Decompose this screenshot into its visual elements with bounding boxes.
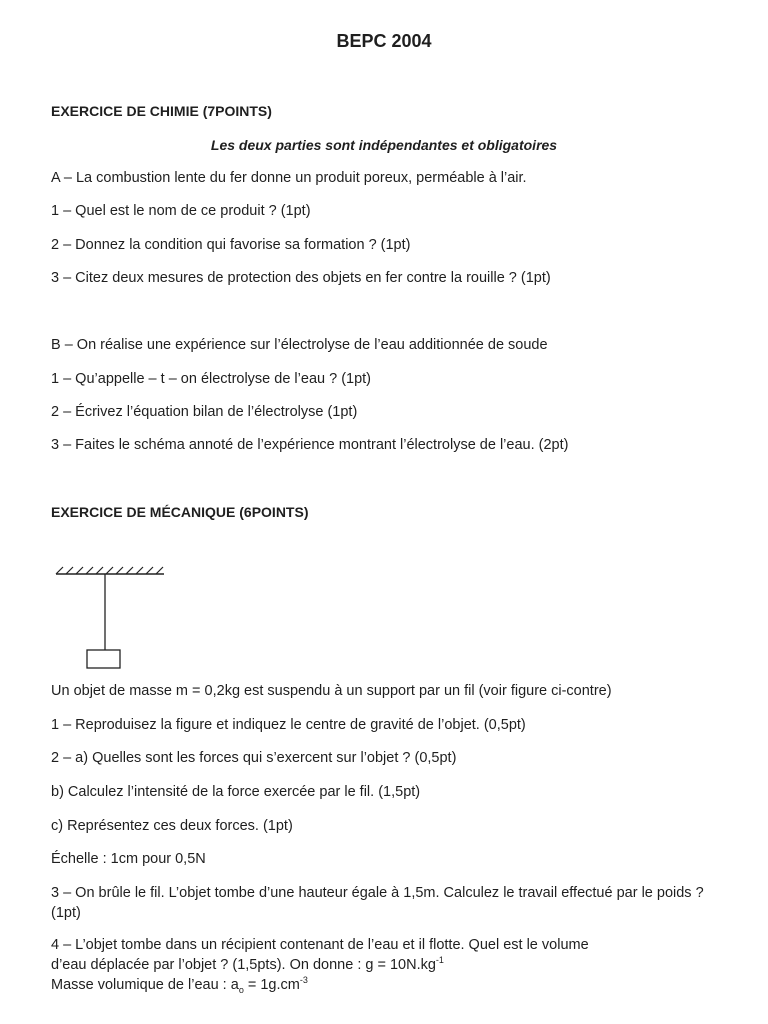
mecanique-heading: EXERCICE DE MÉCANIQUE (6POINTS) — [51, 504, 309, 520]
chimie-a-q2: 2 – Donnez la condition qui favorise sa formation ? (1pt) — [51, 237, 411, 253]
mecanique-q4-line2 — [51, 957, 444, 973]
page-title: BEPC 2004 — [336, 31, 432, 51]
chimie-a-q3: 3 – Citez deux mesures de protection des objets en fer contre la rouille ? (1pt) — [51, 270, 551, 286]
q4-line3-subscript: o — [238, 984, 244, 995]
chimie-subtitle: Les deux parties sont indépendantes et obligatoires — [210, 137, 558, 153]
mecanique-scale: Échelle : 1cm pour 0,5N — [51, 851, 206, 867]
mecanique-q4-line3 — [51, 977, 308, 993]
chimie-a-intro: A – La combustion lente du fer donne un produit poreux, perméable à l’air. — [51, 170, 527, 186]
mass-block — [87, 650, 120, 668]
mecanique-q4-line1: 4 – L’objet tombe dans un récipient contenant de l’eau et il flotte. Quel est le volume — [51, 937, 589, 953]
chimie-heading: EXERCICE DE CHIMIE (7POINTS) — [51, 103, 272, 119]
mecanique-q3: 3 – On brûle le fil. L’objet tombe d’une hauteur égale à 1,5m. Calculez le travail effectué par le poids ? (1pt) — [51, 885, 704, 921]
q4-line3-text: Masse volumique de l’eau : a — [51, 977, 239, 993]
q4-line3-value: = 1g.cm — [243, 977, 300, 993]
chimie-b-q1: 1 – Qu’appelle – t – on électrolyse de l’eau ? (1pt) — [51, 371, 372, 387]
q4-line2-text: d’eau déplacée par l’objet ? (1,5pts). On donne : g = 10N.kg — [51, 957, 436, 973]
mecanique-intro: Un objet de masse m = 0,2kg est suspendu à un support par un fil (voir figure ci-contre) — [51, 683, 612, 699]
mecanique-q2a: 2 – a) Quelles sont les forces qui s’exercent sur l’objet ? (0,5pt) — [51, 750, 457, 766]
q4-line2-exponent: -1 — [435, 955, 444, 966]
suspended-mass-figure — [52, 566, 168, 672]
chimie-a-q1: 1 – Quel est le nom de ce produit ? (1pt) — [51, 203, 311, 219]
mecanique-q2b: b) Calculez l’intensité de la force exercée par le fil. (1,5pt) — [51, 784, 421, 800]
chimie-b-q2: 2 – Écrivez l’équation bilan de l’électrolyse (1pt) — [51, 404, 358, 420]
mecanique-q1: 1 – Reproduisez la figure et indiquez le centre de gravité de l’objet. (0,5pt) — [51, 717, 526, 733]
q4-line3-exponent: -3 — [299, 975, 308, 986]
chimie-b-intro: B – On réalise une expérience sur l’électrolyse de l’eau additionnée de soude — [51, 337, 548, 353]
mecanique-q2c: c) Représentez ces deux forces. (1pt) — [51, 818, 293, 834]
support-hatching — [56, 567, 163, 574]
chimie-b-q3: 3 – Faites le schéma annoté de l’expérience montrant l’électrolyse de l’eau. (2pt) — [51, 437, 569, 453]
